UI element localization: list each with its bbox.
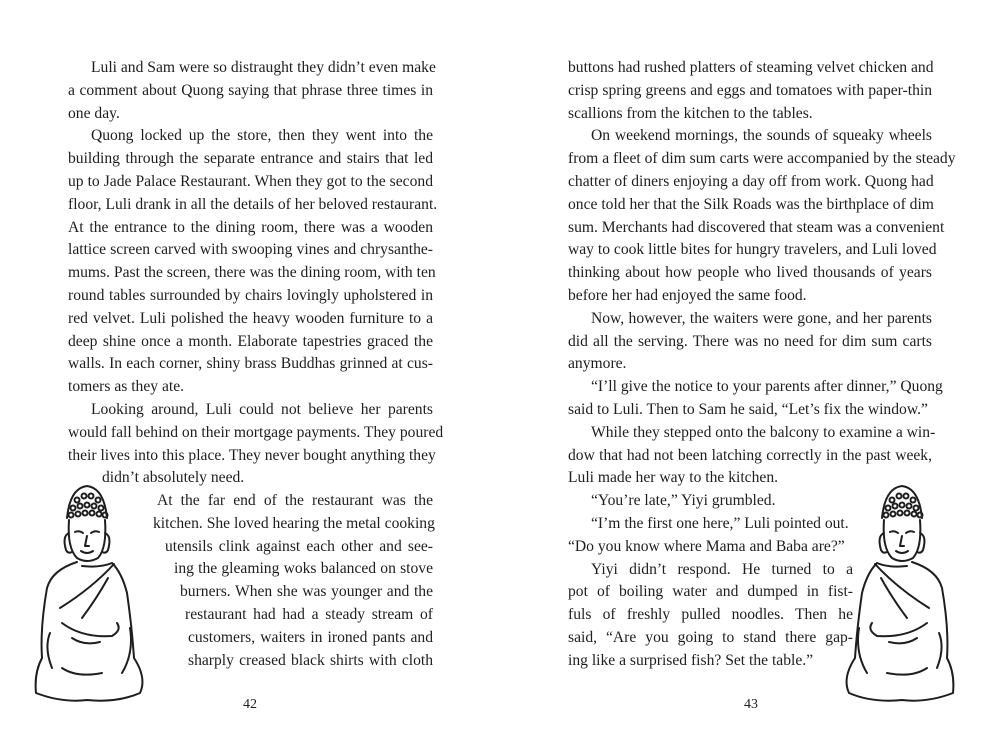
text-line: deep shine once a month. Elaborate tapestries graced the — [68, 332, 433, 350]
text-line: floor, Luli drank in all the details of her beloved restaurant. — [68, 195, 438, 213]
text-line: round tables surrounded by chairs lovingly upholstered in — [68, 286, 433, 304]
text-line: buttons had rushed platters of steaming velvet chicken and — [568, 59, 934, 76]
text-line: crisp spring greens and eggs and tomatoes with paper-thin — [568, 81, 932, 99]
text-line: did all the serving. There was no need for dim sum carts — [568, 332, 932, 350]
text-line: Luli and Sam were so distraught they didn’t even make — [91, 59, 436, 76]
text-line: On weekend mornings, the sounds of squeaky wheels — [591, 127, 932, 145]
text-line: pot of boiling water and dumped in fist- — [568, 583, 853, 601]
text-line: thinking about how people who lived thousands of years — [568, 264, 932, 282]
text-line: Yiyi didn’t respond. He turned to a — [591, 560, 853, 578]
text-line: walls. In each corner, shiny brass Buddhas grinned at cus- — [68, 355, 433, 373]
text-line: lattice screen carved with swooping vines and chrysanthe- — [68, 241, 433, 259]
text-line: a comment about Quong saying that phrase three times in — [68, 81, 433, 99]
left-page-wrapped-text — [153, 490, 433, 672]
text-line: Quong locked up the store, then they went into the — [91, 127, 433, 145]
text-line: Now, however, the waiters were gone, and her parents — [591, 309, 932, 327]
text-line: sharply creased black shirts with cloth — [188, 651, 433, 669]
text-line: would fall behind on their mortgage payments. They poured — [68, 423, 444, 441]
text-line: ing like a surprised fish? Set the table.” — [568, 651, 814, 669]
text-line: At the entrance to the dining room, there was a wooden — [68, 218, 433, 236]
text-line: kitchen. She loved hearing the metal cooking — [153, 514, 435, 532]
text-line: anymore. — [568, 355, 627, 373]
text-line: before her had enjoyed the same food. — [568, 286, 807, 304]
text-line: mums. Past the screen, there was the dining room, with ten — [68, 264, 436, 282]
text-line: one day. — [68, 104, 120, 122]
text-line: red velvet. Luli polished the heavy wooden furniture to a — [68, 309, 433, 327]
seated-buddha-icon — [837, 478, 967, 708]
text-line: restaurant had had a steady stream of — [185, 605, 433, 623]
left-page-text — [68, 57, 444, 490]
text-line: “Do you know where Mama and Baba are?” — [568, 537, 845, 555]
right-page-text — [568, 57, 956, 513]
text-line: Luli made her way to the kitchen. — [568, 469, 779, 487]
text-line: dow that had not been latching correctly in the past week, — [568, 446, 932, 464]
text-line: from a fleet of dim sum carts were accompanied by the steady — [568, 150, 956, 168]
text-line: said to Luli. Then to Sam he said, “Let’s fix the window.” — [568, 400, 928, 418]
text-line: chatter of diners enjoying a day off from work. Quong had — [568, 172, 934, 190]
text-line: customers, waiters in ironed pants and — [188, 628, 433, 646]
text-line: ing the gleaming woks balanced on stove — [174, 560, 433, 578]
page-number: 43 — [744, 697, 758, 712]
text-line: sum. Merchants had discovered that steam was a convenient — [568, 218, 945, 236]
text-line: Looking around, Luli could not believe her parents — [91, 400, 433, 418]
text-line: building through the separate entrance and stairs that led — [68, 150, 433, 168]
page-number: 42 — [243, 697, 257, 712]
text-line: While they stepped onto the balcony to examine a win- — [591, 423, 936, 441]
text-line: tomers as they ate. — [68, 378, 185, 396]
right-page — [500, 0, 1000, 750]
right-page-wrapped-text — [568, 513, 853, 673]
seated-buddha-icon — [22, 478, 152, 708]
text-line: fuls of freshly pulled noodles. Then he — [568, 606, 853, 624]
text-line: once told her that the Silk Roads was the birthplace of dim — [568, 195, 934, 213]
text-line: way to cook little bites for hungry travelers, and Luli loved — [568, 241, 937, 259]
text-line: burners. When she was younger and the — [180, 583, 433, 601]
text-line: their lives into this place. They never bought anything they — [68, 446, 436, 464]
text-line: didn’t absolutely need. — [102, 469, 245, 487]
text-line: “You’re late,” Yiyi grumbled. — [591, 492, 776, 510]
text-line: At the far end of the restaurant was the — [157, 492, 433, 509]
text-line: utensils clink against each other and see- — [165, 537, 433, 555]
text-line: scallions from the kitchen to the tables. — [568, 104, 813, 122]
text-line: “I’ll give the notice to your parents after dinner,” Quong — [591, 378, 943, 396]
text-line: up to Jade Palace Restaurant. When they got to the second — [68, 172, 433, 190]
text-line: “I’m the first one here,” Luli pointed out. — [591, 515, 849, 532]
text-line: said, “Are you going to stand there gap- — [568, 628, 853, 646]
